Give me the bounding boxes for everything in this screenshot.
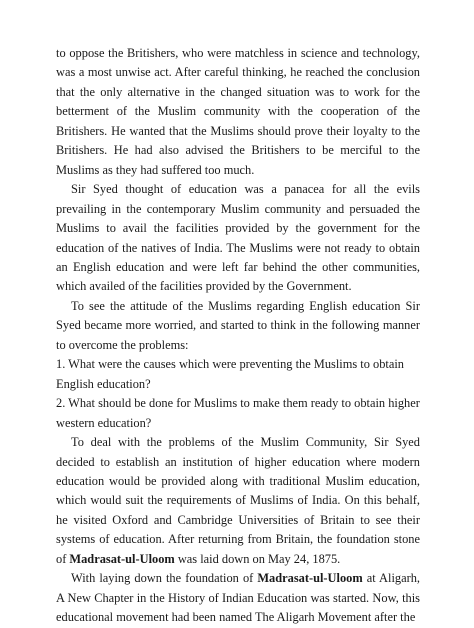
madrasa-name-bold: Madrasat-ul-Uloom	[257, 571, 363, 586]
paragraph-aligarh-movement	[56, 569, 420, 627]
paragraph-text-segment: To deal with the problems of the Muslim Community, Sir Syed decided to establish an institution of higher education where modern education would be provided along with traditional Muslim education, which would suit the requirements of Muslims of India. On this behalf, he visited Oxford and Cambridge Universities of Britain to see their systems of education. After returning from Britain, the foundation stone of	[56, 435, 420, 566]
paragraph-text-segment: With laying down the foundation of	[71, 571, 258, 586]
paragraph-institution-founding	[56, 433, 420, 569]
question-item-1: 1. What were the causes which were preventing the Muslims to obtain English education?	[56, 357, 404, 391]
paragraph-britishers-loyalty: to oppose the Britishers, who were matchless in science and technology, was a most unwise act. After careful thinking, he reached the conclusion that the only alternative in the changed situation was to work for the betterment of the Muslim community with the cooperation of the Britishers. He wanted that the Muslims should prove their loyalty to the Britishers. He had also advised the Britishers to be merciful to the Muslims as they had suffered too much.	[56, 46, 420, 177]
paragraph-attitude-english-education: To see the attitude of the Muslims regarding English education Sir Syed became more worried, and started to think in the following manner to overcome the problems:	[56, 298, 420, 352]
question-item-2: 2. What should be done for Muslims to make them ready to obtain higher western education?	[56, 396, 420, 430]
paragraph-education-panacea: Sir Syed thought of education was a panacea for all the evils prevailing in the contemporary Muslim community and persuaded the Muslims to avail the facilities provided by the government for the education of the natives of India. The Muslims were not ready to obtain an English education and were left far behind the other communities, which availed of the facilities provided by the Government.	[56, 182, 420, 294]
document-page	[56, 44, 420, 628]
paragraph-text-segment: at Aligarh, A New Chapter in the History of Indian Education was started. Now, this educational movement had been named The Aligarh Movement after the	[56, 571, 420, 625]
paragraph-text-segment: was laid down on May 24, 1875.	[174, 551, 341, 566]
madrasa-name-bold: Madrasat-ul-Uloom	[69, 551, 175, 566]
